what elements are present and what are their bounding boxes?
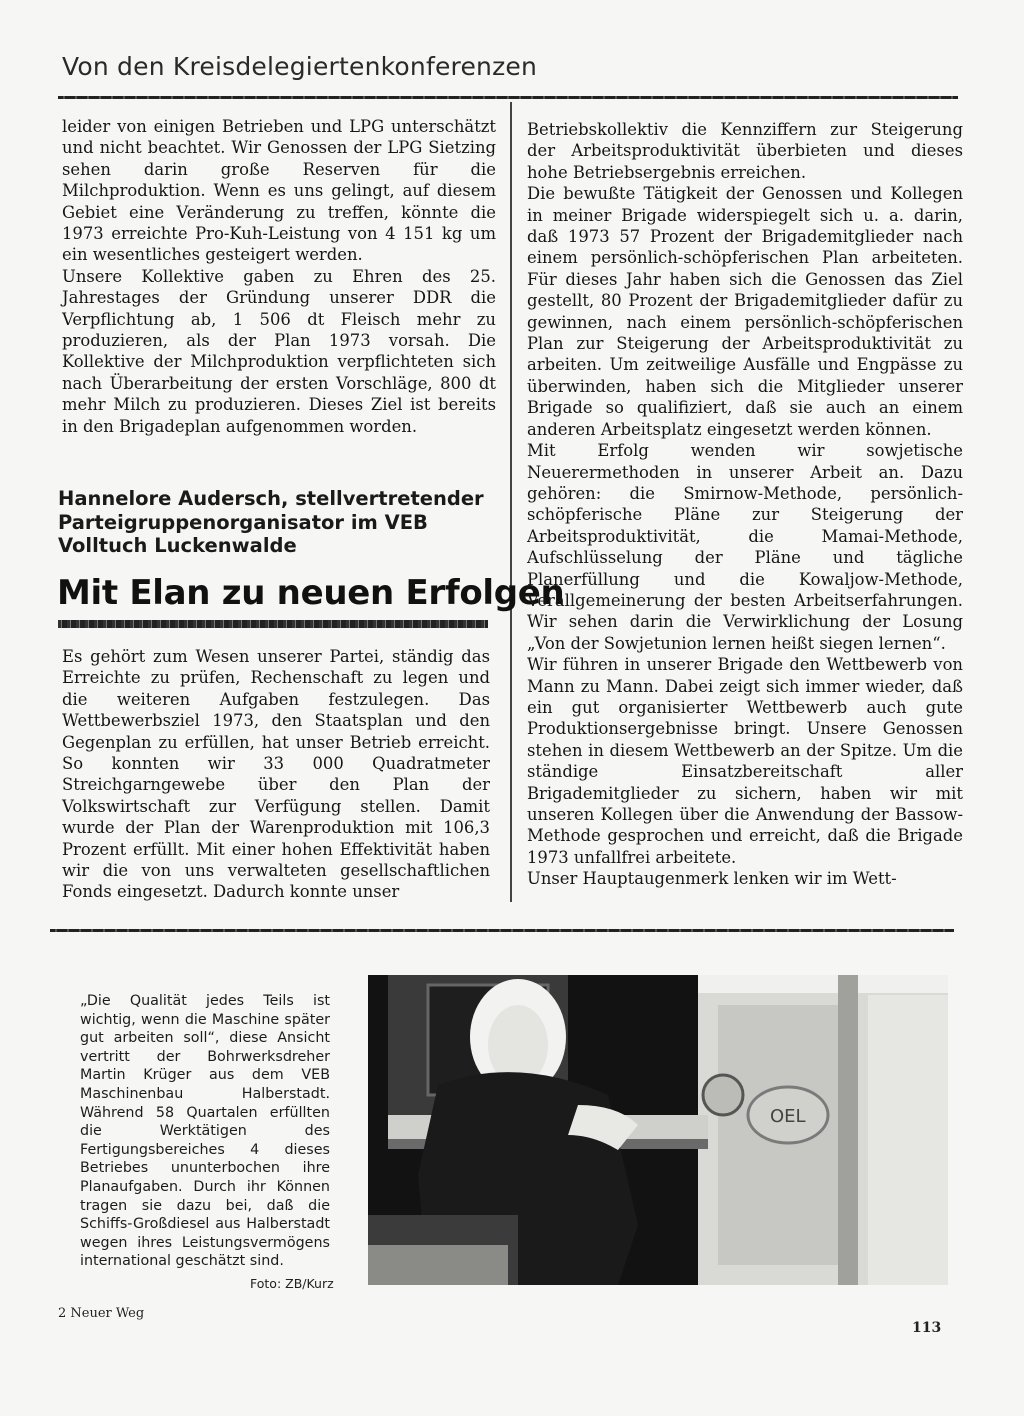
article-byline: Hannelore Audersch, stellvertretender Parteigruppenorganisator im VEB Volltuch Luckenwalde bbox=[58, 487, 484, 557]
left-column-top bbox=[62, 116, 496, 437]
photo-caption: „Die Qualität jedes Teils ist wichtig, wenn die Maschine später gut arbeiten soll“, diese Ansicht vertritt der Bohrwerksdreher Martin Krüger aus dem VEB Maschinenbau Halberstadt. Während 58 Quartalen erfüllten die Werktätigen des Fertigungsbereiches 4 dieses Betriebes ununterbochen ihre Planaufgaben. Durch ihr Können tragen sie dazu bei, daß die Schiffs-Großdiesel aus Halberstadt wegen ihres Leistungsvermögens international geschätzt sind. bbox=[80, 993, 330, 1270]
header-rule bbox=[58, 96, 958, 99]
article-right-column bbox=[527, 119, 963, 890]
worker-photo bbox=[368, 975, 948, 1285]
paragraph: Es gehört zum Wesen unserer Partei, ständig das Erreichte zu prüfen, Rechenschaft zu legen und die weiteren Aufgaben festzulegen. Das Wettbewerbsziel 1973, den Staatsplan und den Gegenplan zu erfüllen, hat unser Betrieb erreicht. So konnten wir 33 000 Quadratmeter Streichgarngewebe über den Plan der Volkswirtschaft zur Verfügung stellen. Damit wurde der Plan der Warenproduktion mit 106,3 Prozent erfüllt. Mit einer hohen Effektivität haben wir die von uns verwalteten gesellschaftlichen Fonds eingesetzt. Dadurch konnte unser bbox=[62, 647, 490, 902]
column-divider bbox=[510, 102, 512, 902]
section-rule bbox=[50, 929, 954, 932]
paragraph: Unser Hauptaugenmerk lenken wir im Wett- bbox=[527, 869, 897, 889]
machine-label: OEL bbox=[770, 1106, 806, 1127]
paragraph: Betriebskollektiv die Kennziffern zur Steigerung der Arbeitsproduktivität überbieten und dieses hohe Betriebsergebnis erreichen. bbox=[527, 120, 963, 182]
footer-signature: 2 Neuer Weg bbox=[58, 1306, 145, 1321]
title-rule bbox=[58, 620, 488, 628]
paragraph: Wir führen in unserer Brigade den Wettbewerb von Mann zu Mann. Dabei zeigt sich immer wieder, daß ein gut organisierter Wettbewerb auch gute Produktionsergebnisse bringt. Unsere Genossen stehen in diesem Wettbewerb an der Spitze. Um die ständige Einsatzbereitschaft aller Brigademitglieder zu sichern, haben wir mit unseren Kollegen über die Anwendung der Bassow-Methode gesprochen und erreicht, daß die Brigade 1973 unfallfrei arbeitete. bbox=[527, 655, 963, 867]
worker-at-machine-image bbox=[368, 975, 948, 1285]
photo-credit: Foto: ZB/Kurz bbox=[250, 1276, 334, 1291]
paragraph: Mit Erfolg wenden wir sowjetische Neuerermethoden in unserer Arbeit an. Dazu gehören: die Smirnow-Methode, persönlich-schöpferische Pläne zur Steigerung der Arbeitsproduktivität, die Mamai-Methode, Aufschlüsselung der Pläne und tägliche Planerfüllung und die Kowaljow-Methode, Verallgemeinerung der besten Arbeitserfahrungen. Wir sehen darin die Verwirklichung der Losung „Von der Sowjetunion lernen heißt siegen lernen“. bbox=[527, 441, 963, 653]
paragraph: leider von einigen Betrieben und LPG unterschätzt und nicht beachtet. Wir Genossen der LPG Sietzing sehen darin große Reserven für die Milchproduktion. Wenn es uns gelingt, auf diesem Gebiet eine Veränderung zu treffen, könnte die 1973 erreichte Pro-Kuh-Leistung von 4 151 kg um ein wesentliches gesteigert werden. bbox=[62, 117, 496, 265]
paragraph: Unsere Kollektive gaben zu Ehren des 25. Jahrestages der Gründung unserer DDR die Verpflichtung ab, 1 506 dt Fleisch mehr zu produzieren, als der Plan 1973 vorsah. Die Kollektive der Milchproduktion verpflichteten sich nach Überarbeitung der ersten Vorschläge, 800 dt mehr Milch zu produzieren. Dieses Ziel ist bereits in den Brigadeplan aufgenommen worden. bbox=[62, 266, 496, 436]
section-header: Von den Kreisdelegiertenkonferenzen bbox=[62, 52, 538, 81]
page-number: 113 bbox=[912, 1320, 942, 1336]
paragraph: Die bewußte Tätigkeit der Genossen und Kollegen in meiner Brigade widerspiegelt sich u. a. darin, daß 1973 57 Prozent der Brigademitglieder nach einem persönlich-schöpferischen Plan arbeiteten. Für dieses Jahr haben sich die Genossen das Ziel gestellt, 80 Prozent der Brigademitglieder dafür zu gewinnen, nach einem persönlich-schöpferischen Plan zur Steigerung der Arbeitsproduktivität zu arbeiten. Um zeitweilige Ausfälle und Engpässe zu überwinden, haben sich die Mitglieder unserer Brigade so qualifiziert, daß sie auch an einem anderen Arbeitsplatz eingesetzt werden können. bbox=[527, 184, 963, 439]
article-left-column bbox=[62, 646, 490, 903]
article-title: Mit Elan zu neuen Erfolgen bbox=[57, 573, 565, 613]
